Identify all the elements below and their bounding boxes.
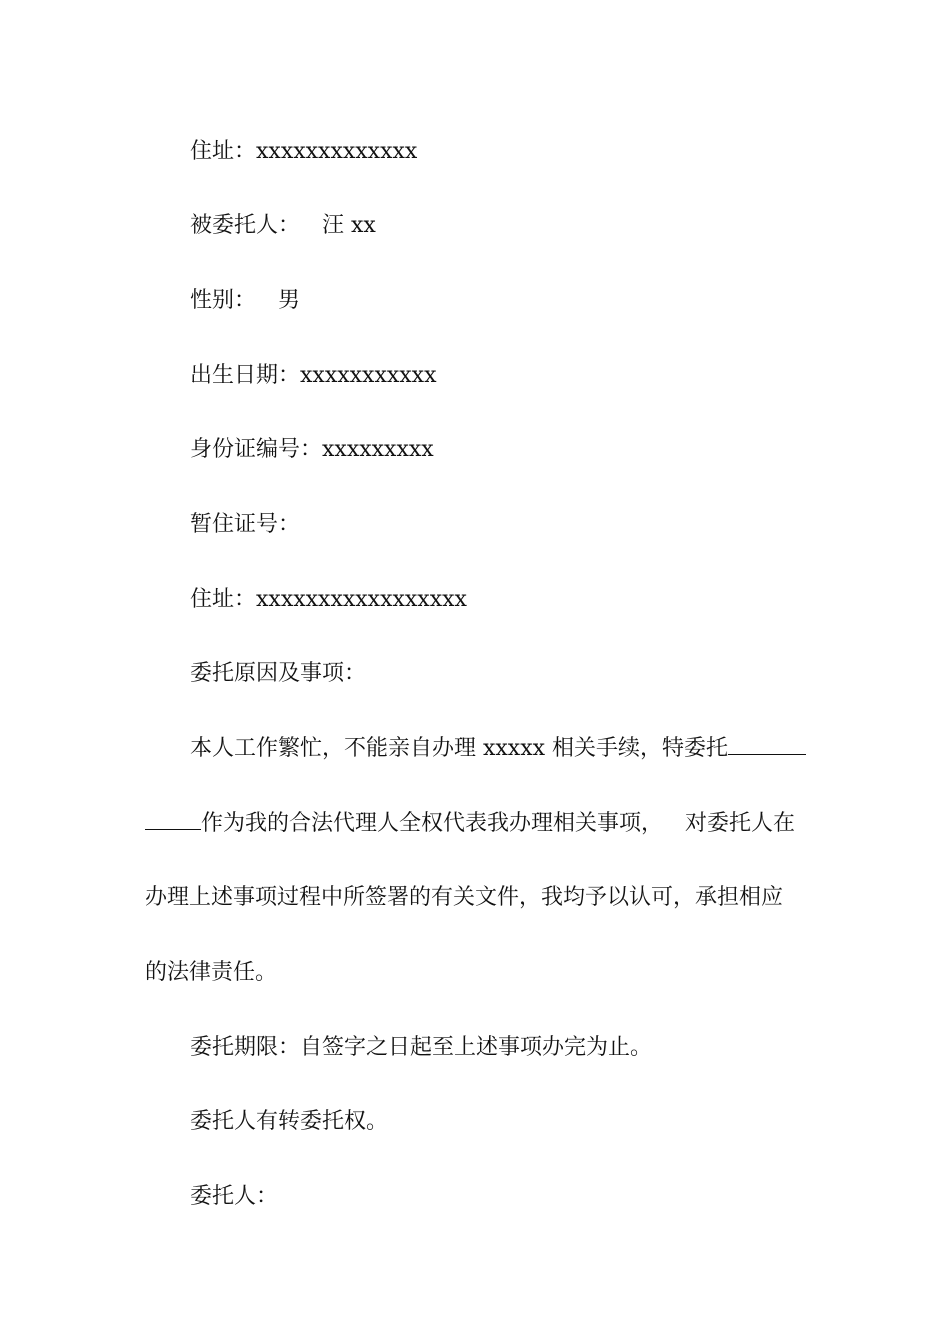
birth-date-line [190, 361, 437, 391]
paragraph-text-1: 本人工作繁忙，不能亲自办理 xxxxx 相关手续，特委托 [190, 736, 729, 761]
gender-value: 男 [278, 288, 301, 313]
paragraph-line-2 [145, 809, 805, 839]
id-number-label: 身份证编号： [190, 437, 323, 462]
address-label-2: 住址： [190, 587, 257, 612]
signature-blank-1 [728, 734, 806, 755]
principal-line [190, 1182, 278, 1212]
address-label: 住址： [190, 139, 257, 164]
residence-permit-line [190, 510, 300, 540]
gender-label: 性别： [190, 288, 257, 313]
paragraph-text-3: 办理上述事项过程中所签署的有关文件，我均予以认可，承担相应 [145, 885, 784, 910]
address-value: xxxxxxxxxxxxx [256, 139, 418, 164]
principal-label: 委托人： [190, 1184, 279, 1209]
paragraph-text-2: 作为我的合法代理人全权代表我办理相关事项， [201, 811, 664, 836]
residence-permit-label: 暂住证号： [190, 512, 301, 537]
paragraph-text-2-tail: 对委托人在 [685, 811, 796, 836]
reason-label: 委托原因及事项： [190, 661, 367, 686]
id-number-value: xxxxxxxxx [322, 437, 434, 462]
address-line-2 [190, 585, 467, 615]
transfer-text: 委托人有转委托权。 [190, 1109, 389, 1134]
transfer-line [190, 1107, 388, 1137]
address-value-2: xxxxxxxxxxxxxxxxx [256, 587, 467, 612]
id-number-line [190, 435, 434, 465]
gender-line [190, 286, 300, 316]
term-line [190, 1033, 652, 1063]
paragraph-line-3 [145, 883, 805, 913]
paragraph-line-1 [190, 734, 805, 764]
address-line-1 [190, 137, 417, 167]
agent-value: 汪 xx [322, 213, 376, 238]
signature-blank-2 [145, 809, 201, 830]
agent-label: 被委托人： [190, 213, 301, 238]
term-text: 委托期限：自签字之日起至上述事项办完为止。 [190, 1035, 653, 1060]
reason-heading [190, 659, 366, 689]
birth-date-label: 出生日期： [190, 363, 301, 388]
birth-date-value: xxxxxxxxxxx [300, 363, 437, 388]
agent-line [190, 211, 376, 241]
paragraph-line-4 [145, 958, 805, 988]
paragraph-text-4: 的法律责任。 [145, 960, 278, 985]
